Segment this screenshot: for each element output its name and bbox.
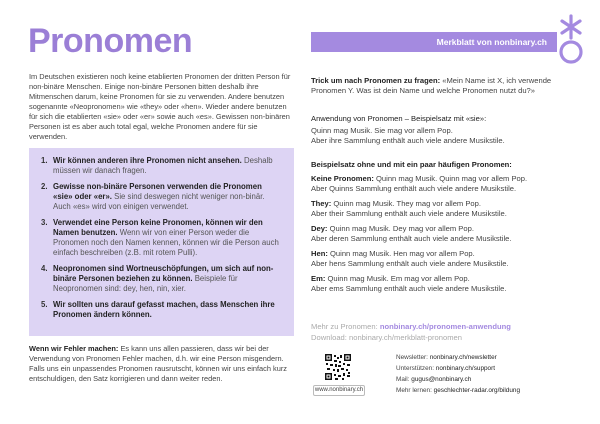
contact-item: Mehr lernen: geschlechter-radar.org/bildung bbox=[396, 387, 520, 394]
example-item: They: Quinn mag Musik. They mag vor allem Pop. Aber their Sammlung enthält auch viele andere Musikstile. bbox=[311, 199, 507, 219]
usage-example: Quinn mag Musik. Sie mag vor allem Pop. Aber ihre Sammlung enthält auch viele andere Musikstile. bbox=[311, 126, 505, 146]
download-link[interactable]: Download: nonbinary.ch/merkblatt-pronomen bbox=[311, 332, 462, 342]
list-item: 4. Neopronomen sind Wortneuschöpfungen, um sich auf non-binäre Personen beziehen zu können. Beispiele für Neopronomen sind: dey, hen, nin, xier. bbox=[41, 264, 274, 293]
mail-link[interactable]: gugus@nonbinary.ch bbox=[411, 376, 472, 383]
list-item: 1. Wir können anderen ihre Pronomen nicht ansehen. Deshalb müssen wir danach fragen. bbox=[41, 156, 273, 175]
list-item-text: Deshalb müssen wir danach fragen. bbox=[53, 156, 273, 175]
errors-text: Es kann uns allen passieren, dass wir bei der Verwendung von Pronomen Fehler machen, d.h. wir eine Person misgendern. Falls uns ein unpassendes Pronomen rausrutscht, können wir uns einfach kurz entschuldigen, den Satz korrigieren und dann weiter reden. bbox=[29, 344, 287, 383]
banner: Merkblatt von nonbinary.ch bbox=[311, 32, 557, 52]
list-item-text: Sie sind deswegen nicht weniger non-binär. Auch «es» wird von einigen verwendet. bbox=[53, 192, 265, 211]
example-item: Keine Pronomen: Quinn mag Musik. Quinn mag vor allem Pop. Aber Quinns Sammlung enthält auch viele andere Musikstile. bbox=[311, 174, 528, 194]
learn-more-link[interactable]: geschlechter-radar.org/bildung bbox=[433, 387, 520, 394]
contact-item: Newsletter: nonbinary.ch/newsletter bbox=[396, 354, 497, 361]
example-item: Hen: Quinn mag Musik. Hen mag vor allem Pop. Aber hens Sammlung enthält auch viele andere Musikstile. bbox=[311, 249, 509, 269]
ask-tip: Trick um nach Pronomen zu fragen: «Mein Name ist X, ich verwende Pronomen Y. Was ist dein Name und welche Pronomen nutzt du?» bbox=[311, 76, 552, 96]
list-item: 2. Gewisse non-binäre Personen verwenden die Pronomen «sie» oder «er». Sie sind deswegen nicht weniger non-binär. Auch «es» wird von einigen verwendet. bbox=[41, 182, 265, 211]
key-points-box bbox=[29, 148, 294, 336]
list-item-text: Beispiele für Neopronomen sind: dey, hen, nin, xier. bbox=[53, 274, 238, 293]
list-item-head: Wir sollten uns darauf gefasst machen, dass Menschen ihre Pronomen ändern können. bbox=[53, 300, 275, 319]
errors-section bbox=[29, 344, 294, 384]
usage-heading: Anwendung von Pronomen – Beispielsatz mit «sie»: bbox=[311, 114, 487, 123]
list-item-head: Gewisse non-binäre Personen verwenden die Pronomen «sie» oder «er». bbox=[53, 182, 262, 201]
list-item-text: Wenn wir von einer Person weder die Pronomen noch den Namen kennen, können wir die Person auch einfach beschreiben (z.B. mit rotem Pulli). bbox=[53, 228, 279, 257]
intro-text: Im Deutschen existieren noch keine etablierten Pronomen der dritten Person für non-binäre Menschen. Einige non-binäre Personen bitten deshalb ihre Mitmenschen darum, keine Pronomen für sie zu verwenden. Andere benutzen sogenannte «Neopronomen» wie «they» oder «hen». Wieder andere benutzen für sich die etablierten «sie» oder «er» sowie auch «es». Gewissen non-binären Personen ist es aber auch total egal, welche Pronomen andere für sie verwenden. bbox=[29, 72, 291, 141]
newsletter-link[interactable]: nonbinary.ch/newsletter bbox=[429, 354, 497, 361]
list-item: 5. Wir sollten uns darauf gefasst machen, dass Menschen ihre Pronomen ändern können. bbox=[41, 300, 275, 319]
examples-heading: Beispielsatz ohne und mit ein paar häufigen Pronomen: bbox=[311, 160, 512, 169]
website-label[interactable]: www.nonbinary.ch bbox=[313, 385, 365, 396]
list-item-head: Neopronomen sind Wortneuschöpfungen, um sich auf non-binäre Personen beziehen zu können. bbox=[53, 264, 274, 283]
list-item-head: Verwendet eine Person keine Pronomen, können wir den Namen benutzen. bbox=[53, 218, 263, 237]
contact-item: Mail: gugus@nonbinary.ch bbox=[396, 376, 472, 383]
qr-code-icon[interactable] bbox=[325, 354, 351, 380]
pronomen-link[interactable]: nonbinary.ch/pronomen-anwendung bbox=[379, 322, 511, 331]
contact-item: Unterstützen: nonbinary.ch/support bbox=[396, 365, 496, 372]
contact-list bbox=[396, 352, 520, 396]
support-link[interactable]: nonbinary.ch/support bbox=[435, 365, 496, 372]
more-info: Mehr zu Pronomen: nonbinary.ch/pronomen-anwendung Download: nonbinary.ch/merkblatt-pronomen bbox=[311, 322, 511, 342]
nonbinary-symbol-icon bbox=[556, 14, 586, 70]
example-item: Dey: Quinn mag Musik. Dey mag vor allem Pop. Aber deren Sammlung enthält auch viele andere Musikstile. bbox=[311, 224, 512, 244]
page-title: Pronomen bbox=[28, 22, 193, 60]
errors-head: Wenn wir Fehler machen: bbox=[29, 344, 119, 353]
list-item-head: Wir können anderen ihre Pronomen nicht ansehen. bbox=[53, 156, 242, 165]
example-item: Em: Quinn mag Musik. Em mag vor allem Pop. Aber ems Sammlung enthält auch viele andere Musikstile. bbox=[311, 274, 507, 294]
list-item: 3. Verwendet eine Person keine Pronomen, können wir den Namen benutzen. Wenn wir von einer Person weder die Pronomen noch den Namen kennen, können wir die Person auch einfach beschreiben (z.B. mit rotem Pulli). bbox=[41, 218, 279, 257]
